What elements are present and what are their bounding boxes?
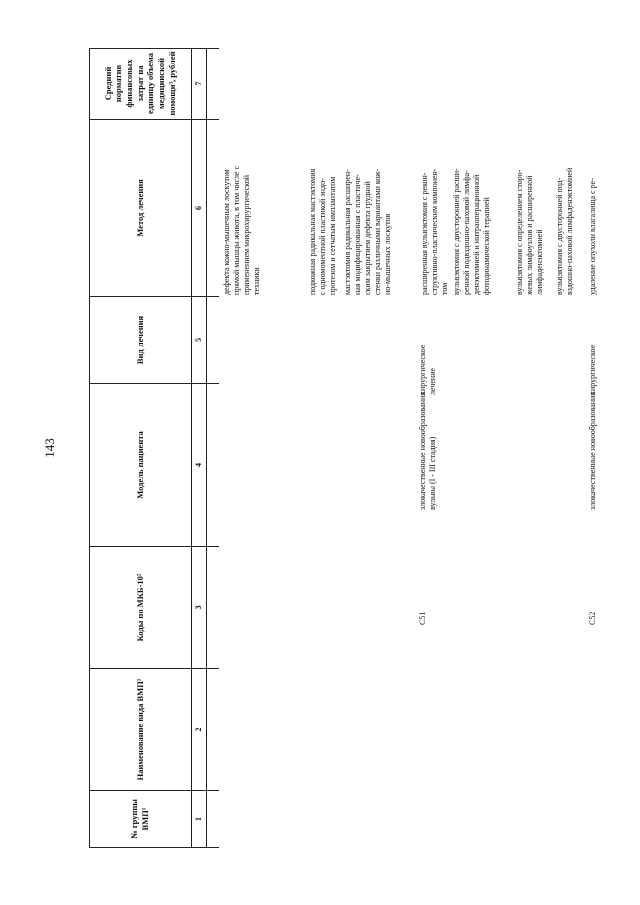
column-treatment-type	[89, 297, 219, 384]
method-text: вульвэктомия с двусторонней расши- ренной подвздошно-паховой лимфа- денэктомией и интраоперационной фотодинамической терапией	[452, 168, 491, 295]
header-cost: Средний норматив финансовых затрат на единицу объема медицинской помощи³, рублей	[102, 51, 177, 116]
table-right-border	[89, 48, 219, 49]
column-group-number	[89, 791, 219, 848]
column-number-7: 7	[191, 48, 207, 119]
patient-model: злокачественные новообразования	[588, 392, 597, 510]
header-patient-model: Модель пациента	[134, 431, 145, 499]
method-text: мастэктомия радикальная расширен- ная модифицированная с пластиче- ским закрытием дефекта грудной стенки различными вариантами кож- но-мышечных лоскутов	[343, 168, 392, 295]
icd-code: C51	[418, 611, 427, 625]
method-text: дефекта кожно-мышечным лоскутом прямой мышцы живота, в том числе с применением микрохирургической техники	[222, 165, 261, 295]
patient-model: злокачественные новообразования вульвы (I - III стадия)	[418, 392, 437, 510]
table-header	[89, 48, 219, 848]
column-cost	[89, 48, 219, 120]
column-patient-model	[89, 384, 219, 547]
treatment-type: хирургическое лечение	[418, 344, 437, 395]
method-text: подкожная радикальная мастэктомия с одномоментной пластикой эндо- протезом и сетчатым имплантатом	[308, 168, 337, 295]
header-group-number: № группы ВМП¹	[129, 799, 150, 839]
column-number-2: 2	[191, 669, 207, 790]
header-treatment-type: Вид лечения	[134, 315, 145, 365]
column-icd-codes	[89, 547, 219, 669]
column-number-1: 1	[191, 791, 207, 847]
icd-code: C52	[588, 611, 597, 625]
page-number: 143	[42, 438, 57, 458]
header-method: Метод лечения	[134, 179, 145, 237]
column-number-5: 5	[191, 297, 207, 383]
column-vmp-name	[89, 669, 219, 791]
column-number-4: 4	[191, 384, 207, 546]
treatment-type: хирургическое	[588, 344, 597, 395]
column-number-6: 6	[191, 120, 207, 296]
method-text: вульвэктомия с определением сторо- жевых лимфоузлов и расширенной лимфаденэктомией	[515, 169, 544, 295]
header-icd-codes: Коды по МКБ-10²	[134, 573, 145, 642]
method-text: удаление опухоли влагалища с ре-	[588, 178, 597, 295]
column-number-3: 3	[191, 547, 207, 668]
method-text: расширенная вульвэктомия с рекон- структивно-пластическим компонен- том	[420, 168, 449, 295]
method-text: вульвэктомия с двусторонней под- вздошно-паховой лимфаденэктомией	[555, 167, 574, 295]
header-vmp-name: Наименование вида ВМП¹	[134, 678, 145, 781]
column-method	[89, 120, 219, 297]
